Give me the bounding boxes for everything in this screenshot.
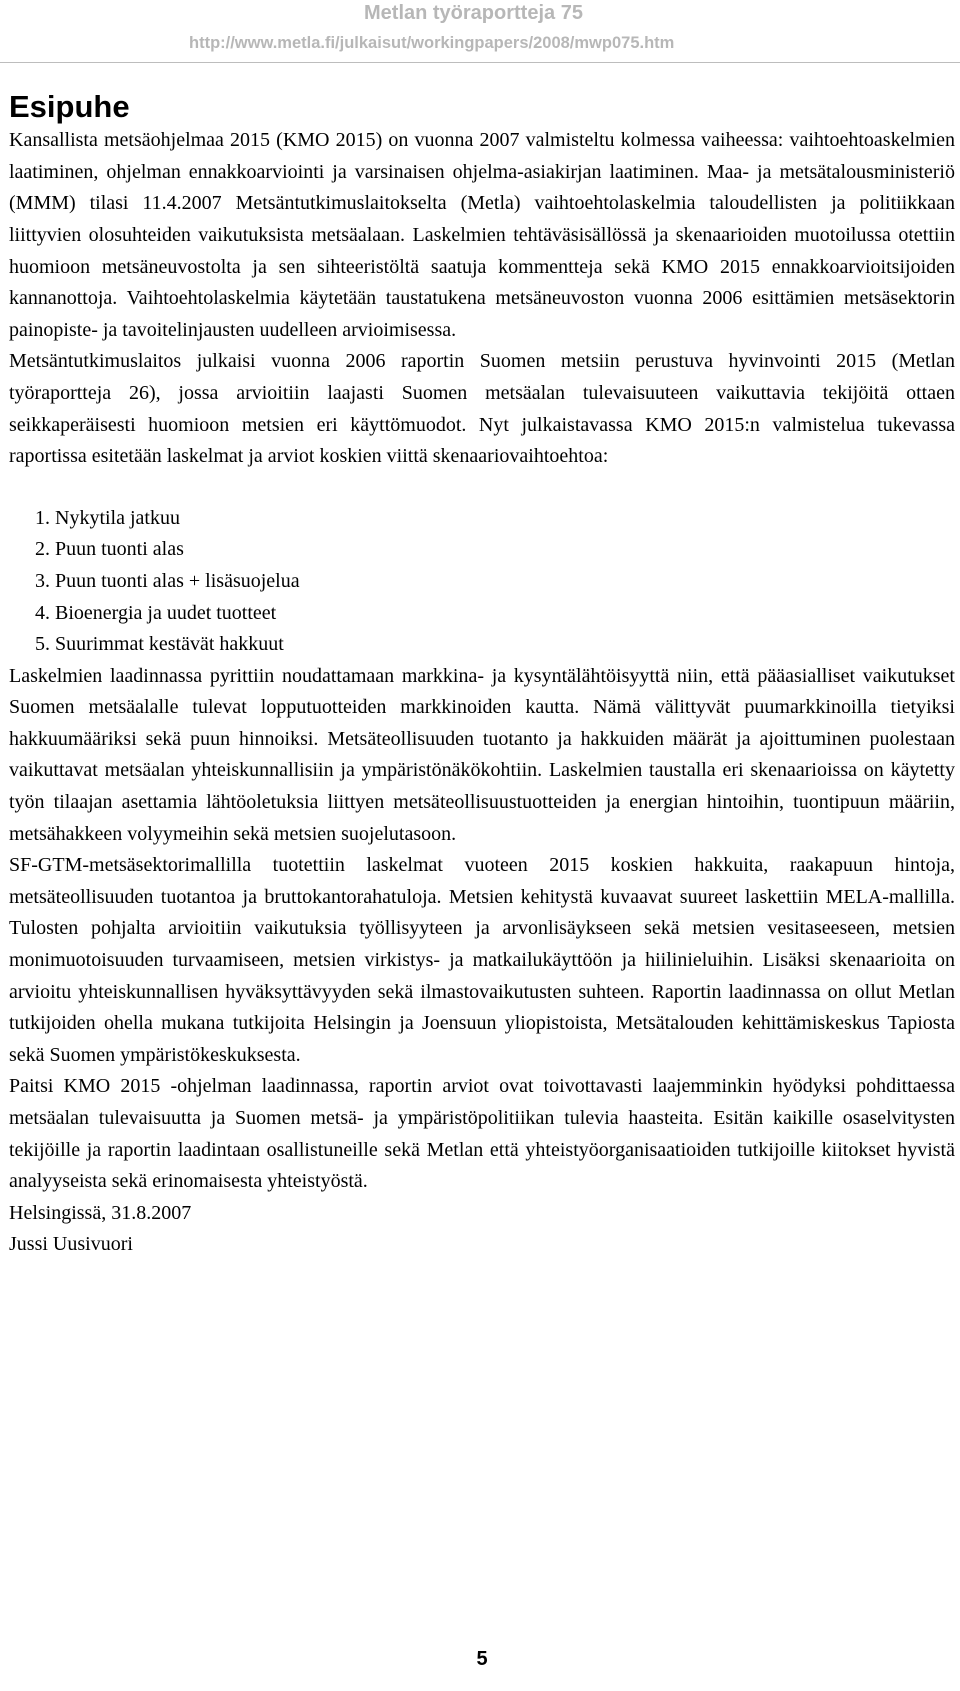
page-header (0, 0, 960, 63)
paragraph-intro: Kansallista metsäohjelmaa 2015 (KMO 2015) on vuonna 2007 valmisteltu kolmessa vaiheessa: vaihtoehtoaskelmien laatiminen, ohjelman ennakkoarviointi ja varsinaisen ohjelma-asiakirjan laatiminen. Maa- ja metsätalousministeriö (MMM) tilasi 11.4.2007 Metsäntutkimuslaitokselta (Metla) vaihtoehtolaskelmia taloudellisten ja politiikkaan liittyvien olosuhteiden vaikutuksista metsäalaan. Laskelmien tehtäväsisällössä ja skenaarioiden muotoilussa otettiin huomioon metsäneuvostolta ja sen sihteeristöltä saatuja kommentteja sekä KMO 2015 ennakkoarvioitsijoiden kannanottoja. Vaihtoehtolaskelmia käytetään taustatukena metsäneuvoston vuonna 2006 esittämien metsäsektorin painopiste- ja tavoitelinjausten uudelleen arvioimisessa. (9, 129, 955, 341)
paragraph-acknowledgements: Paitsi KMO 2015 -ohjelman laadinnassa, raportin arviot ovat toivottavasti laajemminkin hyödyksi pohdittaessa metsäalan tulevaisuutta ja Suomen metsä- ja ympäristöpolitiikan tulevia haasteita. Esitän kaikille osaselvitysten tekijöille ja raportin laadintaan osallistuneille sekä Metlan että yhteistyöorganisaatioiden tutkijoille kiitokset hyvistä analyyseista sekä erinomaisesta yhteistyöstä. (9, 1075, 955, 1193)
series-title: Metlan työraportteja 75 (364, 2, 583, 24)
place-date: Helsingissä, 31.8.2007 (9, 1201, 192, 1224)
paragraph-background: Metsäntutkimuslaitos julkaisi vuonna 2006 raportin Suomen metsiin perustuva hyvinvointi 2015 (Metlan työraportteja 26), jossa arvioitiin laajasti Suomen metsäalan tulevaisuuteen vaikuttavia tekijöitä ottaen seikkaperäisesti huomioon metsien eri käyttömuodot. Nyt julkaistavassa KMO 2015:n valmistelua tukevassa raportissa esitetään laskelmat ja arviot koskien viittä skenaariovaihtoehtoa: (9, 350, 955, 468)
page-heading: Esipuhe (9, 89, 130, 124)
scenario-item: 1. Nykytila jatkuu (35, 506, 180, 529)
signature: Jussi Uusivuori (9, 1233, 133, 1256)
scenario-item: 4. Bioenergia ja uudet tuotteet (35, 601, 277, 624)
page-number: 5 (476, 1648, 488, 1670)
scenario-item: 2. Puun tuonti alas (35, 538, 184, 561)
scenario-item: 3. Puun tuonti alas + lisäsuojelua (35, 569, 300, 592)
scenario-list (9, 503, 955, 661)
paragraph-methods: Laskelmien laadinnassa pyrittiin noudattamaan markkina- ja kysyntälähtöisyyttä niin, että pääasialliset vaikutukset Suomen metsäalalle tulevat lopputuotteiden markkinoiden kautta. Nämä välittyvät puumarkkinoilla tietyiksi hakkuumääriksi sekä puun hinnoiksi. Metsäteollisuuden tuotanto ja hakkuiden määrät ja ajoittuminen puolestaan vaikuttavat metsäalan yhteiskunnallisiin ja ympäristönäkökohtiin. Laskelmien taustalla eri skenaarioissa on käytetty työn tilaajan asettamia lähtöoletuksia liittyen metsäteollisuustuotteiden ja energian hintoihin, tuontipuun määriin, metsähakkeen volyymeihin sekä metsien suojelutasoon. (9, 664, 955, 845)
scenario-item: 5. Suurimmat kestävät hakkuut (35, 633, 284, 656)
document-body (9, 88, 955, 1261)
publication-url: http://www.metla.fi/julkaisut/workingpapers/2008/mwp075.htm (189, 34, 675, 52)
paragraph-models: SF-GTM-metsäsektorimallilla tuotettiin laskelmat vuoteen 2015 koskien hakkuita, raakapuun hintoja, metsäteollisuuden tuotantoa ja bruttokantorahatuloja. Metsien kehitystä kuvaavat suureet laskettiin MELA-mallilla. Tulosten pohjalta arvioitiin vaikutuksia työllisyyteen ja arvonlisäykseen sekä metsien vesitaseeseen, metsien monimuotoisuuden turvaamiseen, metsien virkistys- ja matkailukäyttöön ja hiilinieluihin. Lisäksi skenaarioita on arvioitu yhteiskunnallisen hyväksyttävyyden sekä ilmastovaikutusten suhteen. Raportin laadinnassa on ollut Metlan tutkijoiden ohella mukana tutkijoita Helsingin ja Joensuun yliopistoista, Metsätalouden kehittämiskeskus Tapiosta sekä Suomen ympäristökeskuksesta. (9, 854, 955, 1066)
